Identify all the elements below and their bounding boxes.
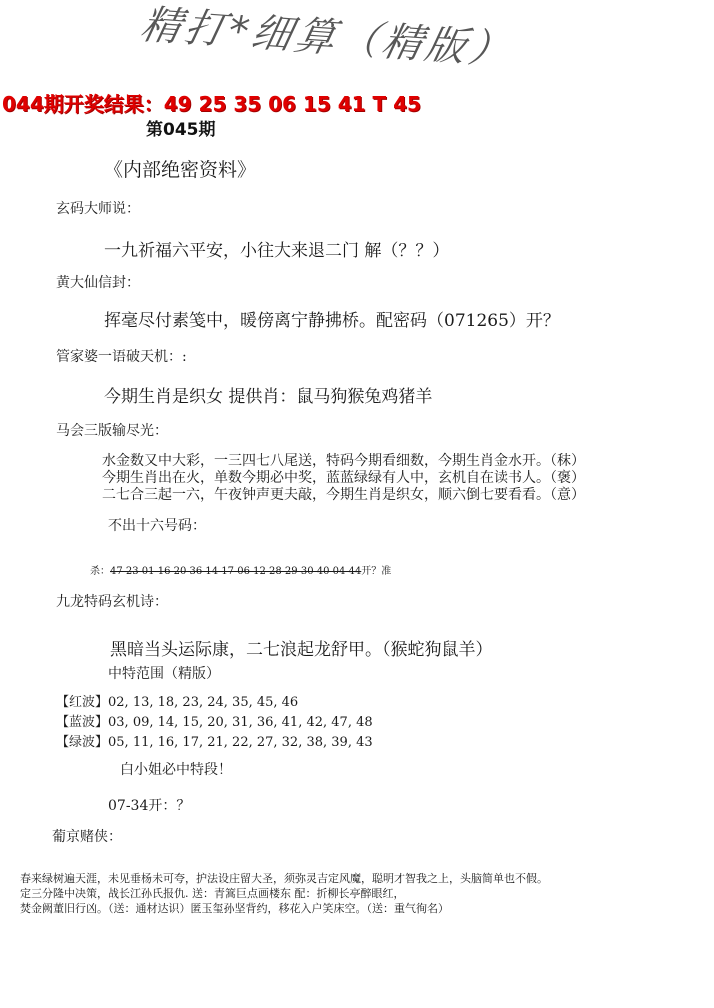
result-line: 044期开奖结果：49 25 35 06 15 41 T 45 [2,92,421,116]
jiulong-label: 九龙特码玄机诗： [56,594,168,610]
baixiaojie-text: 白小姐必中特段！ [120,762,232,778]
mahui-label: 马会三版输尽光： [56,423,168,439]
green-wave-tag: 【绿波】 [56,735,109,750]
poem-line-2: 定三分隆中决策，战长江孙氏报仇. 送：青篙巨点画楼东 配：折柳长亭醉眼红， [20,887,405,900]
issue-number: 第045期 [146,120,216,140]
xuanma-text: 一九祈福六平安，小往大来退二门 解（？？） [104,241,450,261]
kill-numbers: 47 23 01 16 20 36 14 17 06 12 28 29 30 40 04 44 [110,566,362,577]
mahui-line-2: 今期生肖出在火，单数今期必中奖，蓝蓝绿绿有人中，玄机自在读书人。（褒） [102,470,585,486]
huang-label: 黄大仙信封： [56,275,140,291]
mahui-line-1: 水金数又中大彩，一三四七八尾送，特码今期看细数，今期生肖金水开。（秣） [102,453,585,469]
green-wave-row [56,731,373,750]
red-wave-tag: 【红波】 [56,695,109,710]
blue-wave-row [56,711,373,730]
no16-label: 不出十六号码： [108,518,206,534]
segment-text: 07-34开：？ [108,798,191,814]
range-label: 中特范围（精版） [108,666,220,682]
poem-line-1: 春来绿树遍天涯，未见垂杨未可夸，护法设庄留大圣，须弥灵吉定风魔，聪明才智我之上，头脑简单也不假。 [20,872,548,885]
blue-wave-tag: 【蓝波】 [56,715,109,730]
jiulong-text: 黑暗当头运际康，二七浪起龙舒甲。（猴蛇狗鼠羊） [110,640,493,660]
xuanma-label: 玄码大师说： [56,201,140,217]
kill-suffix: 开？准 [361,566,392,577]
blue-wave-numbers: 03, 09, 14, 15, 20, 31, 36, 41, 42, 47, 48 [108,715,373,730]
guanjia-text: 今期生肖是织女 提供肖：鼠马狗猴兔鸡猪羊 [104,387,433,407]
guanjia-label: 管家婆一语破天机：: [56,349,187,365]
pujing-label: 葡京赌侠： [52,829,122,845]
page-subtitle: 《内部绝密资料》 [104,159,257,181]
poem-line-3: 焚金阙董旧行凶。（送：通材达识）匿玉玺孙坚背约，移花入户笑床空。（送：重气徇名） [20,902,449,915]
banner-title: 精打*细算（精版） [136,1,518,75]
kill-prefix: 杀： [90,566,110,577]
mahui-line-3: 二七合三起一六，午夜钟声更夫敲，今期生肖是织女，顺六倒七要看看。（意） [102,487,585,503]
kill-numbers-row [90,562,391,577]
green-wave-numbers: 05, 11, 16, 17, 21, 22, 27, 32, 38, 39, 43 [108,735,373,750]
red-wave-numbers: 02, 13, 18, 23, 24, 35, 45, 46 [108,695,299,710]
huang-text: 挥毫尽付素笺中，暖傍离宁静拂桥。配密码（071265）开？ [104,311,560,331]
red-wave-row [56,691,298,710]
